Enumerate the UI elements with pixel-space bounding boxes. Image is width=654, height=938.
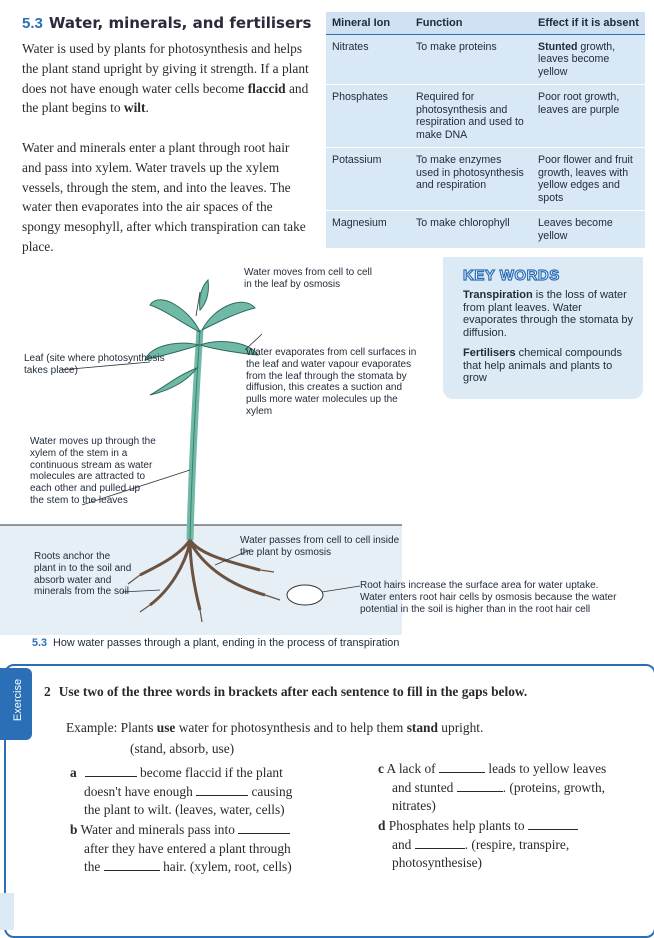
key-words-title: KEY WORDS [463, 267, 560, 284]
page-edge-strip [0, 893, 14, 930]
exercise-tab-label: Exercise [12, 678, 24, 722]
key-word-term: Transpiration [463, 289, 533, 301]
table-row [326, 85, 645, 148]
header-function: Function [410, 12, 532, 34]
intro-paragraph-2: Water and minerals enter a plant through root hair and pass into xylem. Water travels up the xylem vessels, through the stem, and into the leaves. The water then evaporates into the air spaces of the spongy mesophyll, after which transpiration can take place. [22, 140, 306, 254]
question-c [378, 760, 650, 816]
question-d [378, 817, 650, 873]
question-text: . (respire, transpire, [464, 836, 570, 852]
question-text: nitrates) [392, 798, 436, 814]
question-letter: b [70, 822, 78, 837]
answer-blank[interactable] [196, 783, 248, 796]
table-row [326, 211, 645, 249]
cell-function: To make chlorophyll [416, 217, 510, 229]
answer-blank[interactable] [439, 760, 485, 773]
example-text: upright. [437, 720, 484, 735]
answer-blank[interactable] [528, 817, 578, 830]
question-text: the [84, 859, 104, 875]
instruction-text: Use two of the three words in brackets after each sentence to fill in the gaps below. [58, 684, 528, 699]
question-text: the plant to wilt. (leaves, water, cells) [84, 802, 285, 818]
question-text: Water and minerals pass into [77, 822, 239, 837]
question-text: leads to yellow leaves [485, 761, 607, 776]
term-wilt: wilt [123, 100, 146, 116]
cell-ion: Potassium [326, 148, 410, 211]
section-title: Water, minerals, and fertilisers [48, 14, 312, 32]
leaf [150, 300, 200, 332]
root-hair-cell-inset [287, 585, 323, 605]
answer-blank[interactable] [104, 858, 160, 871]
caption-number: 5.3 [32, 637, 48, 649]
question-text: and stunted [392, 779, 457, 795]
cell-function: To make enzymes used in photosynthesis and respiration [410, 148, 532, 211]
question-text: doesn't have enough [84, 783, 197, 799]
effect-text: growth, leaves become yellow [538, 40, 616, 78]
figure-caption [32, 637, 399, 649]
section-heading [22, 14, 311, 32]
example-answer: use [156, 720, 176, 735]
answer-blank[interactable] [415, 836, 465, 849]
cell-effect: Poor flower and fruit growth, leaves with yellow edges and spots [532, 148, 645, 211]
section-number: 5.3 [22, 15, 43, 32]
header-mineral-ion: Mineral Ion [326, 12, 410, 34]
table-row [326, 148, 645, 211]
label-xylem: Water moves up through the xylem of the stem in a continuous stream as water molecules are attracted to each other and pulled up the stem to the leaves [30, 436, 156, 506]
intro-text: Water is used by plants for photosynthesis and helps the plant stand upright by giving it strength. If a plant does not have enough water cells become [22, 41, 309, 96]
answer-blank[interactable] [457, 779, 503, 792]
leaf [202, 302, 255, 330]
stem [190, 330, 200, 540]
question-text: A lack of [383, 761, 439, 776]
effect-bold: Stunted [538, 40, 578, 53]
key-word-term: Fertilisers [463, 347, 516, 359]
exercise-example [66, 719, 636, 738]
question-text: Phosphates help plants to [385, 818, 528, 833]
header-effect: Effect if it is absent [532, 12, 645, 34]
cell-ion: Magnesium [332, 217, 387, 229]
question-letter: c [378, 761, 384, 776]
question-text: photosynthesise) [392, 855, 483, 871]
answer-blank[interactable] [238, 821, 290, 834]
table-header-row [326, 12, 645, 34]
cell-function: Required for photosynthesis and respiration and used to make DNA [410, 85, 532, 148]
label-leaf: Leaf (site where photosynthesis takes place) [24, 353, 165, 376]
question-text: become flaccid if the plant [136, 765, 283, 780]
label-evaporation: Water evaporates from cell surfaces in the leaf and water vapour evaporates from the leaf through the stomata by diffusion, this creates a suction and pulls more water molecules up the xylem [246, 347, 417, 417]
question-letter: a [70, 765, 77, 780]
question-letter: d [378, 818, 386, 833]
leaf-bud [200, 280, 209, 310]
key-word-definition: is the loss of water from plant leaves. Water evaporates through the stomata by diffusion. [463, 289, 633, 339]
exercise-instruction [44, 683, 564, 702]
label-osmosis-root: Water enters root hair cells by osmosis because the water potential in the soil is higher than in the root hair cell [360, 592, 617, 615]
cell-effect: Leaves become yellow [538, 217, 613, 242]
question-text: hair. (xylem, root, cells) [159, 859, 292, 875]
question-text: after they have entered a plant through [84, 840, 291, 856]
question-b [70, 821, 370, 877]
cell-ion: Phosphates [326, 85, 410, 148]
question-text: . (proteins, growth, [502, 779, 605, 795]
label-cell-to-cell: Water moves from cell to cell in the leaf by osmosis [244, 267, 372, 290]
caption-text: How water passes through a plant, ending in the process of transpiration [53, 637, 400, 649]
cell-effect [532, 34, 645, 85]
question-text: causing [248, 783, 293, 799]
cell-ion: Nitrates [326, 34, 410, 85]
table-row [326, 34, 645, 85]
key-word-definition: chemical compounds that help animals and plants to grow [463, 347, 622, 385]
label-roots-anchor: Roots anchor the plant in to the soil and absorb water and minerals from the soil [34, 551, 132, 598]
exercise-number: 2 [44, 684, 51, 699]
example-options: (stand, absorb, use) [130, 741, 235, 756]
question-text: and [392, 836, 415, 852]
intro-text: . [145, 100, 149, 116]
example-text: water for photosynthesis and to help them [175, 720, 407, 735]
label-root-hairs: Root hairs increase the surface area for water uptake. [360, 580, 599, 591]
example-text: Example: Plants [66, 720, 157, 735]
label-root-cells: Water passes from cell to cell inside the plant by osmosis [240, 535, 400, 558]
example-answer: stand [406, 720, 438, 735]
term-flaccid: flaccid [247, 80, 286, 96]
question-a [70, 764, 370, 820]
cell-effect: Poor root growth, leaves are purple [532, 85, 645, 148]
intro-text: and the plant begins to [22, 80, 309, 116]
intro-paragraph-1 [22, 39, 312, 118]
mineral-ion-table [326, 12, 645, 248]
cell-function: To make proteins [410, 34, 532, 85]
answer-blank[interactable] [85, 764, 137, 777]
